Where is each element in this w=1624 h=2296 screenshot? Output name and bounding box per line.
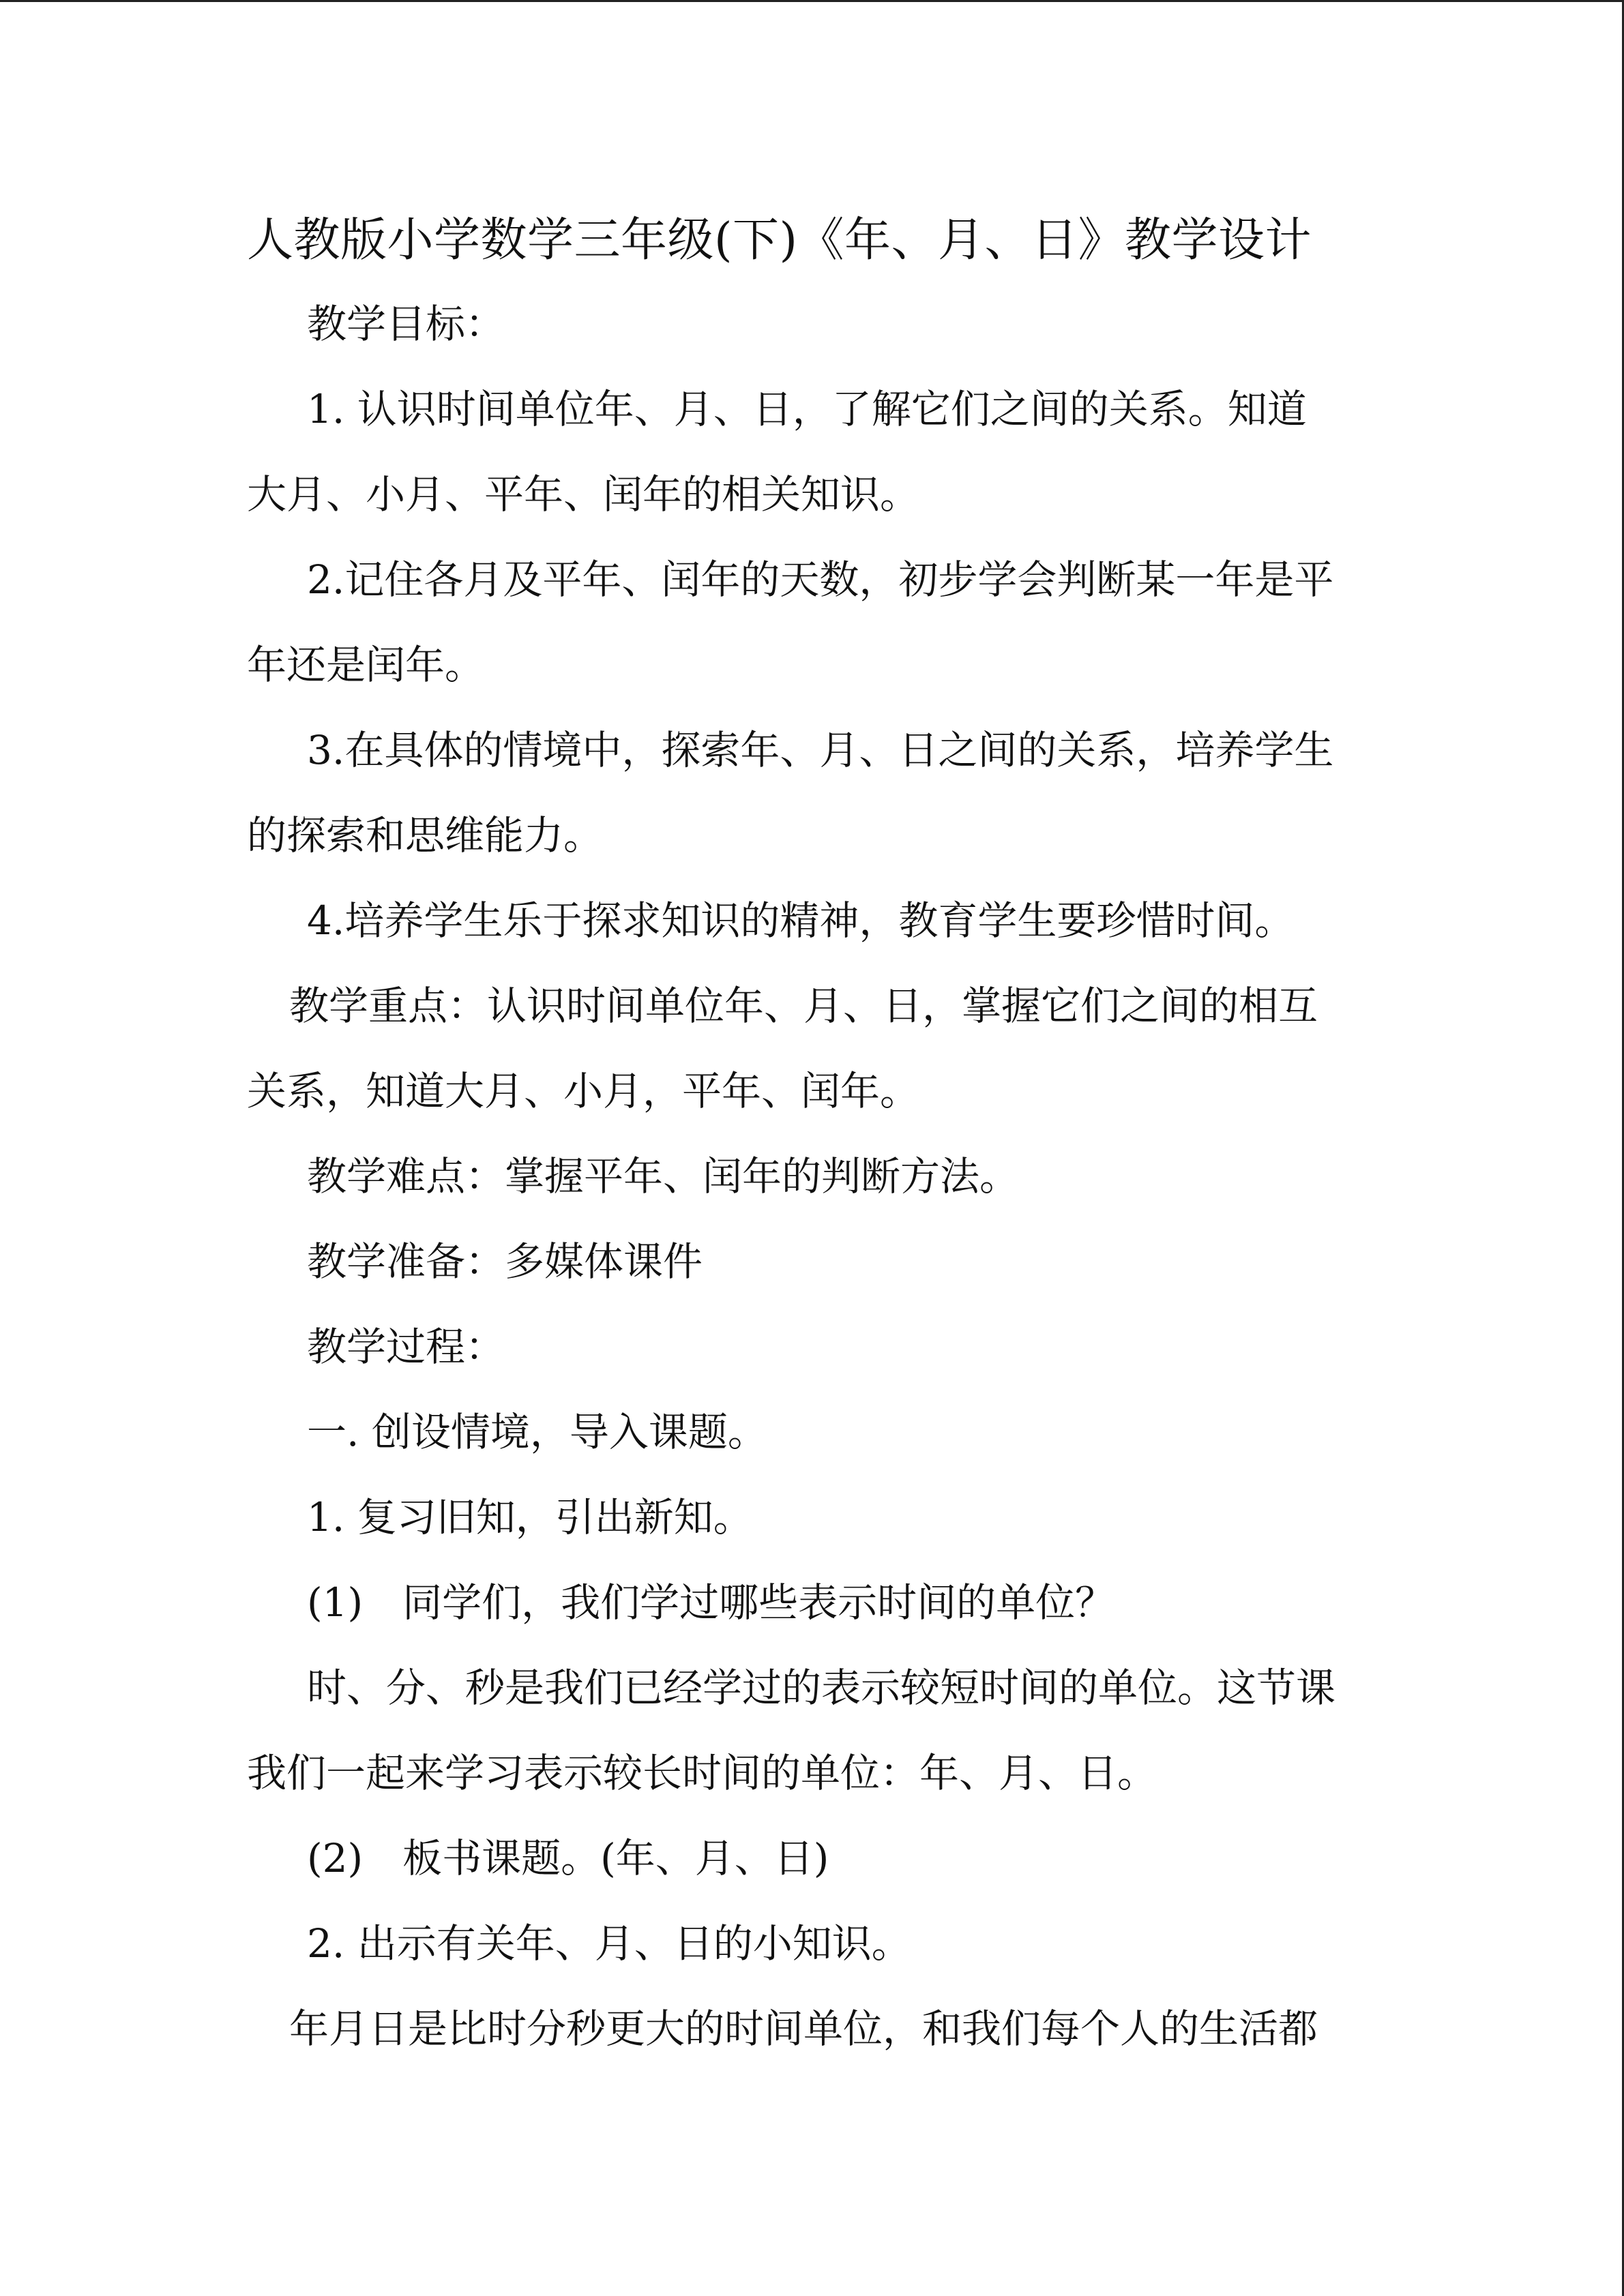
paragraph-line: 我们一起来学习表示较长时间的单位：年、月、日。 [247,1750,1157,1796]
step-item: 1. 复习旧知，引出新知。 [307,1494,753,1540]
paragraph-line: 的探索和思维能力。 [247,812,604,859]
paragraph-line: 年还是闰年。 [247,642,485,688]
paragraph-line: 大月、小月、平年、闰年的相关知识。 [247,471,920,518]
paragraph-line: 1. 认识时间单位年、月、日，了解它们之间的关系。知道 [307,386,1307,432]
paragraph-line: 年月日是比时分秒更大的时间单位，和我们每个人的生活都 [289,2006,1318,2052]
section-heading-objectives: 教学目标： [307,301,505,347]
paragraph-line: 关系，知道大月、小月，平年、闰年。 [247,1068,920,1114]
paragraph-line: 时、分、秒是我们已经学过的表示较短时间的单位。这节课 [307,1665,1336,1711]
section-heading-key-points: 教学重点：认识时间单位年、月、日，掌握它们之间的相互 [289,983,1318,1029]
paragraph-line: 3.在具体的情境中，探索年、月、日之间的关系，培养学生 [307,727,1334,773]
step-item: 2. 出示有关年、月、日的小知识。 [307,1920,911,1967]
section-heading-process: 教学过程： [307,1324,505,1370]
section-heading-preparation: 教学准备：多媒体课件 [307,1238,703,1285]
step-item: (1) 同学们，我们学过哪些表示时间的单位？ [307,1579,1115,1626]
step-heading: 一. 创设情境，导入课题。 [307,1409,767,1455]
step-item: (2) 板书课题。(年、月、日) [307,1835,829,1881]
document-body [247,200,1379,2072]
paragraph-line: 4.培养学生乐于探求知识的精神，教育学生要珍惜时间。 [307,897,1295,944]
paragraph-line: 2.记住各月及平年、闰年的天数，初步学会判断某一年是平 [307,556,1334,603]
section-heading-difficulties: 教学难点：掌握平年、闰年的判断方法。 [307,1153,1020,1199]
document-title: 人教版小学数学三年级(下)《年、月、日》教学设计 [247,213,1312,267]
